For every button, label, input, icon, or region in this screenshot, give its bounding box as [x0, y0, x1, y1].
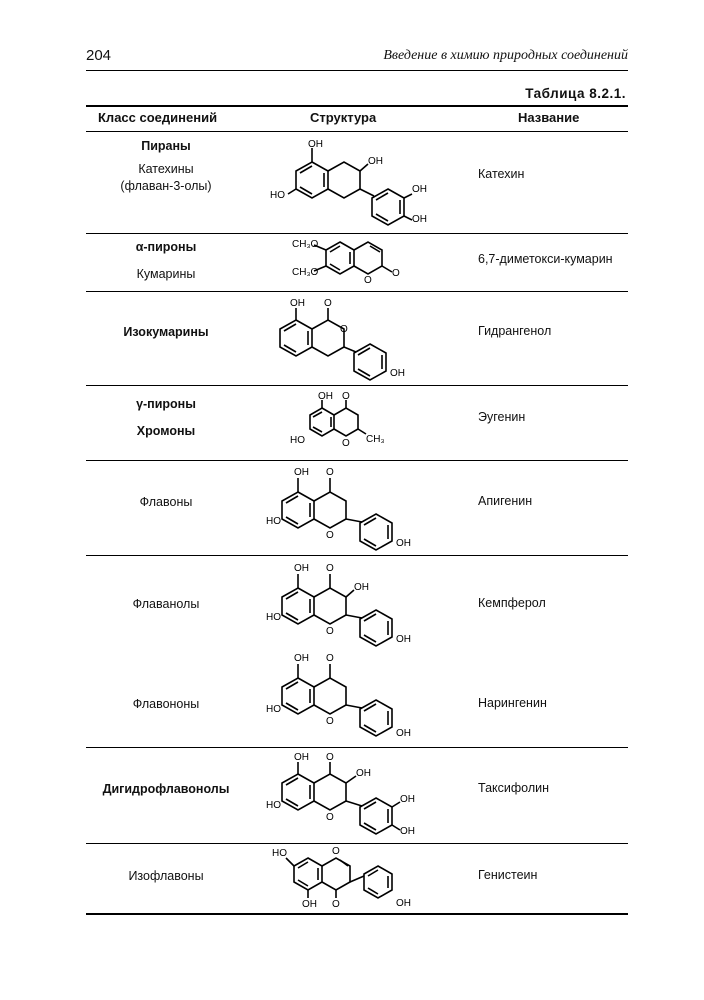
class-label: Флаванолы	[132, 597, 200, 611]
label-oh: OH	[412, 184, 427, 195]
class-group: Дигидрофлавонолы	[102, 782, 230, 796]
class-group: γ-пироны	[136, 397, 196, 411]
header-class: Класс соединений	[98, 110, 218, 125]
label-oh: OH	[400, 794, 415, 805]
structure-coumarin	[290, 236, 420, 286]
row-rule	[86, 385, 628, 386]
label-oh: OH	[294, 653, 309, 664]
label-oh: OH	[308, 139, 323, 150]
structure-catechin	[262, 134, 442, 226]
label-ho: HO	[266, 704, 281, 715]
header-structure: Структура	[310, 110, 377, 125]
label-o: O	[326, 530, 334, 541]
structure-hydrangenol	[266, 296, 416, 378]
compound-name: 6,7-диметокси-кумарин	[478, 252, 613, 266]
label-oh: OH	[302, 899, 317, 910]
label-o: O	[326, 716, 334, 727]
label-o: O	[324, 298, 332, 309]
compound-name: Кемпферол	[478, 596, 546, 610]
label-ch3: CH₃	[366, 434, 385, 445]
class-cell	[86, 396, 246, 440]
label-oh: OH	[368, 156, 383, 167]
label-oh: OH	[356, 768, 371, 779]
compound-name: Гидрангенол	[478, 324, 552, 338]
class-label: Изофлавоны	[128, 869, 204, 883]
label-ho: HO	[266, 612, 281, 623]
label-o: O	[340, 324, 348, 335]
class-label: Хромоны	[136, 424, 196, 438]
table-title: Таблица 8.2.1.	[525, 86, 626, 101]
label-o: O	[326, 626, 334, 637]
label-o: O	[326, 467, 334, 478]
label-oh: OH	[318, 391, 333, 402]
class-cell	[86, 781, 246, 798]
class-cell	[86, 868, 246, 885]
compound-name: Катехин	[478, 167, 525, 181]
row-rule	[86, 555, 628, 556]
label-ho: HO	[266, 516, 281, 527]
class-group: Пираны	[141, 139, 191, 153]
class-group: α-пироны	[135, 240, 197, 254]
structure-apigenin	[262, 464, 432, 554]
label-o: O	[342, 438, 350, 449]
label-oh: OH	[400, 826, 415, 837]
label-oh: OH	[396, 634, 411, 645]
label-methoxy: CH₃O	[292, 239, 319, 250]
header-rule	[86, 70, 628, 71]
compound-name: Генистеин	[478, 868, 538, 882]
structure-taxifolin	[262, 750, 442, 838]
label-o: O	[326, 653, 334, 664]
row-rule	[86, 291, 628, 292]
label-oh: OH	[294, 563, 309, 574]
label-oh: OH	[412, 214, 427, 225]
running-head: Введение в химию природных соединений	[383, 48, 628, 63]
class-cell	[86, 596, 246, 613]
row-rule	[86, 233, 628, 234]
label-o: O	[326, 812, 334, 823]
header-bottom-rule	[86, 131, 628, 132]
class-cell	[86, 494, 246, 511]
compound-name: Апигенин	[478, 494, 533, 508]
table-bottom-rule	[86, 913, 628, 915]
structure-eugenin	[290, 390, 390, 450]
label-oh: OH	[294, 467, 309, 478]
class-group: Изокумарины	[123, 325, 209, 339]
compound-name: Эугенин	[478, 410, 526, 424]
structure-naringenin	[262, 650, 432, 742]
label-o: O	[392, 268, 400, 279]
class-label: Катехины	[138, 162, 194, 176]
compound-name: Таксифолин	[478, 781, 550, 795]
label-oh: OH	[294, 752, 309, 763]
label-o: O	[326, 563, 334, 574]
page-number: 204	[86, 47, 112, 64]
label-methoxy: CH₃O	[292, 267, 319, 278]
label-oh: OH	[290, 298, 305, 309]
compound-name: Нарингенин	[478, 696, 547, 710]
label-o: O	[364, 275, 372, 286]
label-ho: HO	[272, 848, 287, 859]
label-oh: OH	[396, 898, 411, 909]
class-label: Кумарины	[136, 267, 196, 281]
class-cell	[86, 138, 246, 195]
label-ho: HO	[290, 435, 305, 446]
row-rule	[86, 747, 628, 748]
header-name: Название	[518, 110, 580, 125]
row-rule	[86, 460, 628, 461]
class-label: Флавононы	[132, 697, 200, 711]
structure-kaempferol	[262, 560, 442, 652]
class-label-sub: (флаван-3-олы)	[120, 179, 212, 193]
structure-genistein	[272, 844, 442, 910]
label-o: O	[332, 846, 340, 857]
class-label: Флавоны	[139, 495, 193, 509]
table-top-rule	[86, 105, 628, 107]
class-cell	[86, 239, 246, 283]
label-oh: OH	[354, 582, 369, 593]
label-ho: HO	[270, 190, 285, 201]
label-oh: OH	[396, 728, 411, 739]
label-oh: OH	[390, 368, 405, 379]
class-cell	[86, 324, 246, 341]
label-ho: HO	[266, 800, 281, 811]
label-o: O	[332, 899, 340, 910]
label-oh: OH	[396, 538, 411, 549]
class-cell	[86, 696, 246, 713]
label-o: O	[342, 391, 350, 402]
label-o: O	[326, 752, 334, 763]
